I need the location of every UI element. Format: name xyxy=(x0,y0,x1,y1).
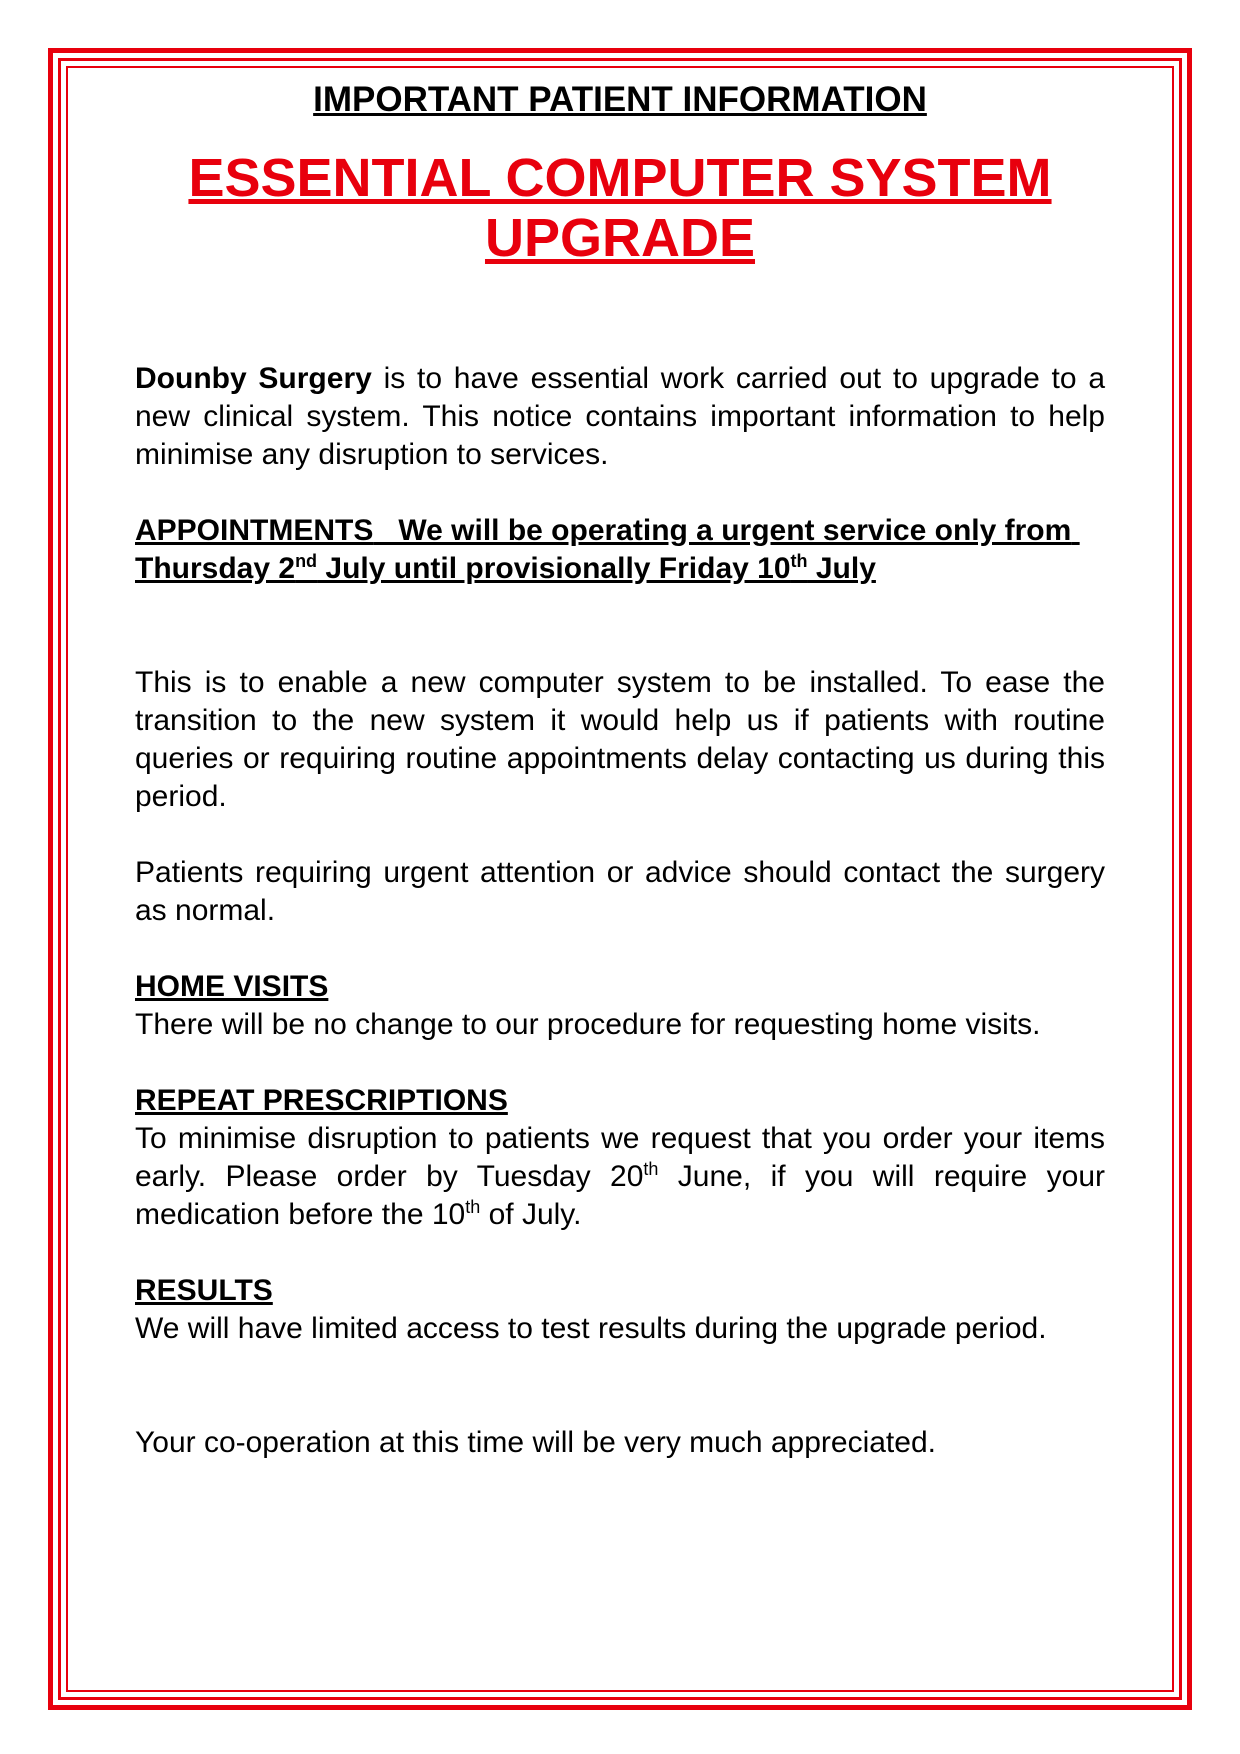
appointments-sup-a: nd xyxy=(295,551,318,571)
notice-content xyxy=(135,70,1105,1462)
appointments-sup-b: th xyxy=(790,551,808,571)
home-visits-heading: HOME VISITS xyxy=(135,970,329,1003)
headline-line-1: ESSENTIAL COMPUTER SYSTEM xyxy=(188,148,1052,208)
appointments-label: APPOINTMENTS xyxy=(135,514,374,547)
repeat-text-c: of July. xyxy=(480,1198,582,1231)
surgery-name: Dounby Surgery xyxy=(135,362,372,395)
repeat-prescriptions-heading: REPEAT PRESCRIPTIONS xyxy=(135,1084,508,1117)
notice-kicker: IMPORTANT PATIENT INFORMATION xyxy=(313,80,927,119)
intro-paragraph xyxy=(135,360,1105,474)
results-text: We will have limited access to test results during the upgrade period. xyxy=(135,1312,1047,1345)
urgent-paragraph: Patients requiring urgent attention or advice should contact the surgery as normal. xyxy=(135,856,1105,927)
intro-text: is to have essential work carried out to upgrade to a new clinical system. This notice contains important information to help minimise any disruption to services. xyxy=(135,362,1106,471)
home-visits-text: There will be no change to our procedure for requesting home visits. xyxy=(135,1008,1041,1041)
appointments-text-b: July until provisionally Friday 10 xyxy=(317,552,791,585)
repeat-text-b: June, if you will require your medication before the 10 xyxy=(135,1160,1105,1231)
appointments-text-c: July xyxy=(807,552,876,585)
appointments-text-a: We will be operating a urgent service only from Thursday 2 xyxy=(135,514,1080,585)
enable-paragraph: This is to enable a new computer system to be installed. To ease the transition to the new system it would help us if patients with routine queries or requiring routine appointments delay contacting us during this period. xyxy=(135,666,1105,813)
repeat-sup-b: th xyxy=(465,1197,481,1217)
notice-headline xyxy=(135,148,1105,268)
repeat-text-a: To minimise disruption to patients we request that you order your items early. Please order by Tuesday 20 xyxy=(135,1122,1105,1193)
results-heading: RESULTS xyxy=(135,1274,273,1307)
repeat-sup-a: th xyxy=(643,1159,659,1179)
headline-line-2: UPGRADE xyxy=(484,208,756,268)
appointments-notice xyxy=(135,512,1105,588)
repeat-prescriptions-text xyxy=(135,1120,1105,1234)
closing-paragraph: Your co-operation at this time will be very much appreciated. xyxy=(135,1426,936,1459)
